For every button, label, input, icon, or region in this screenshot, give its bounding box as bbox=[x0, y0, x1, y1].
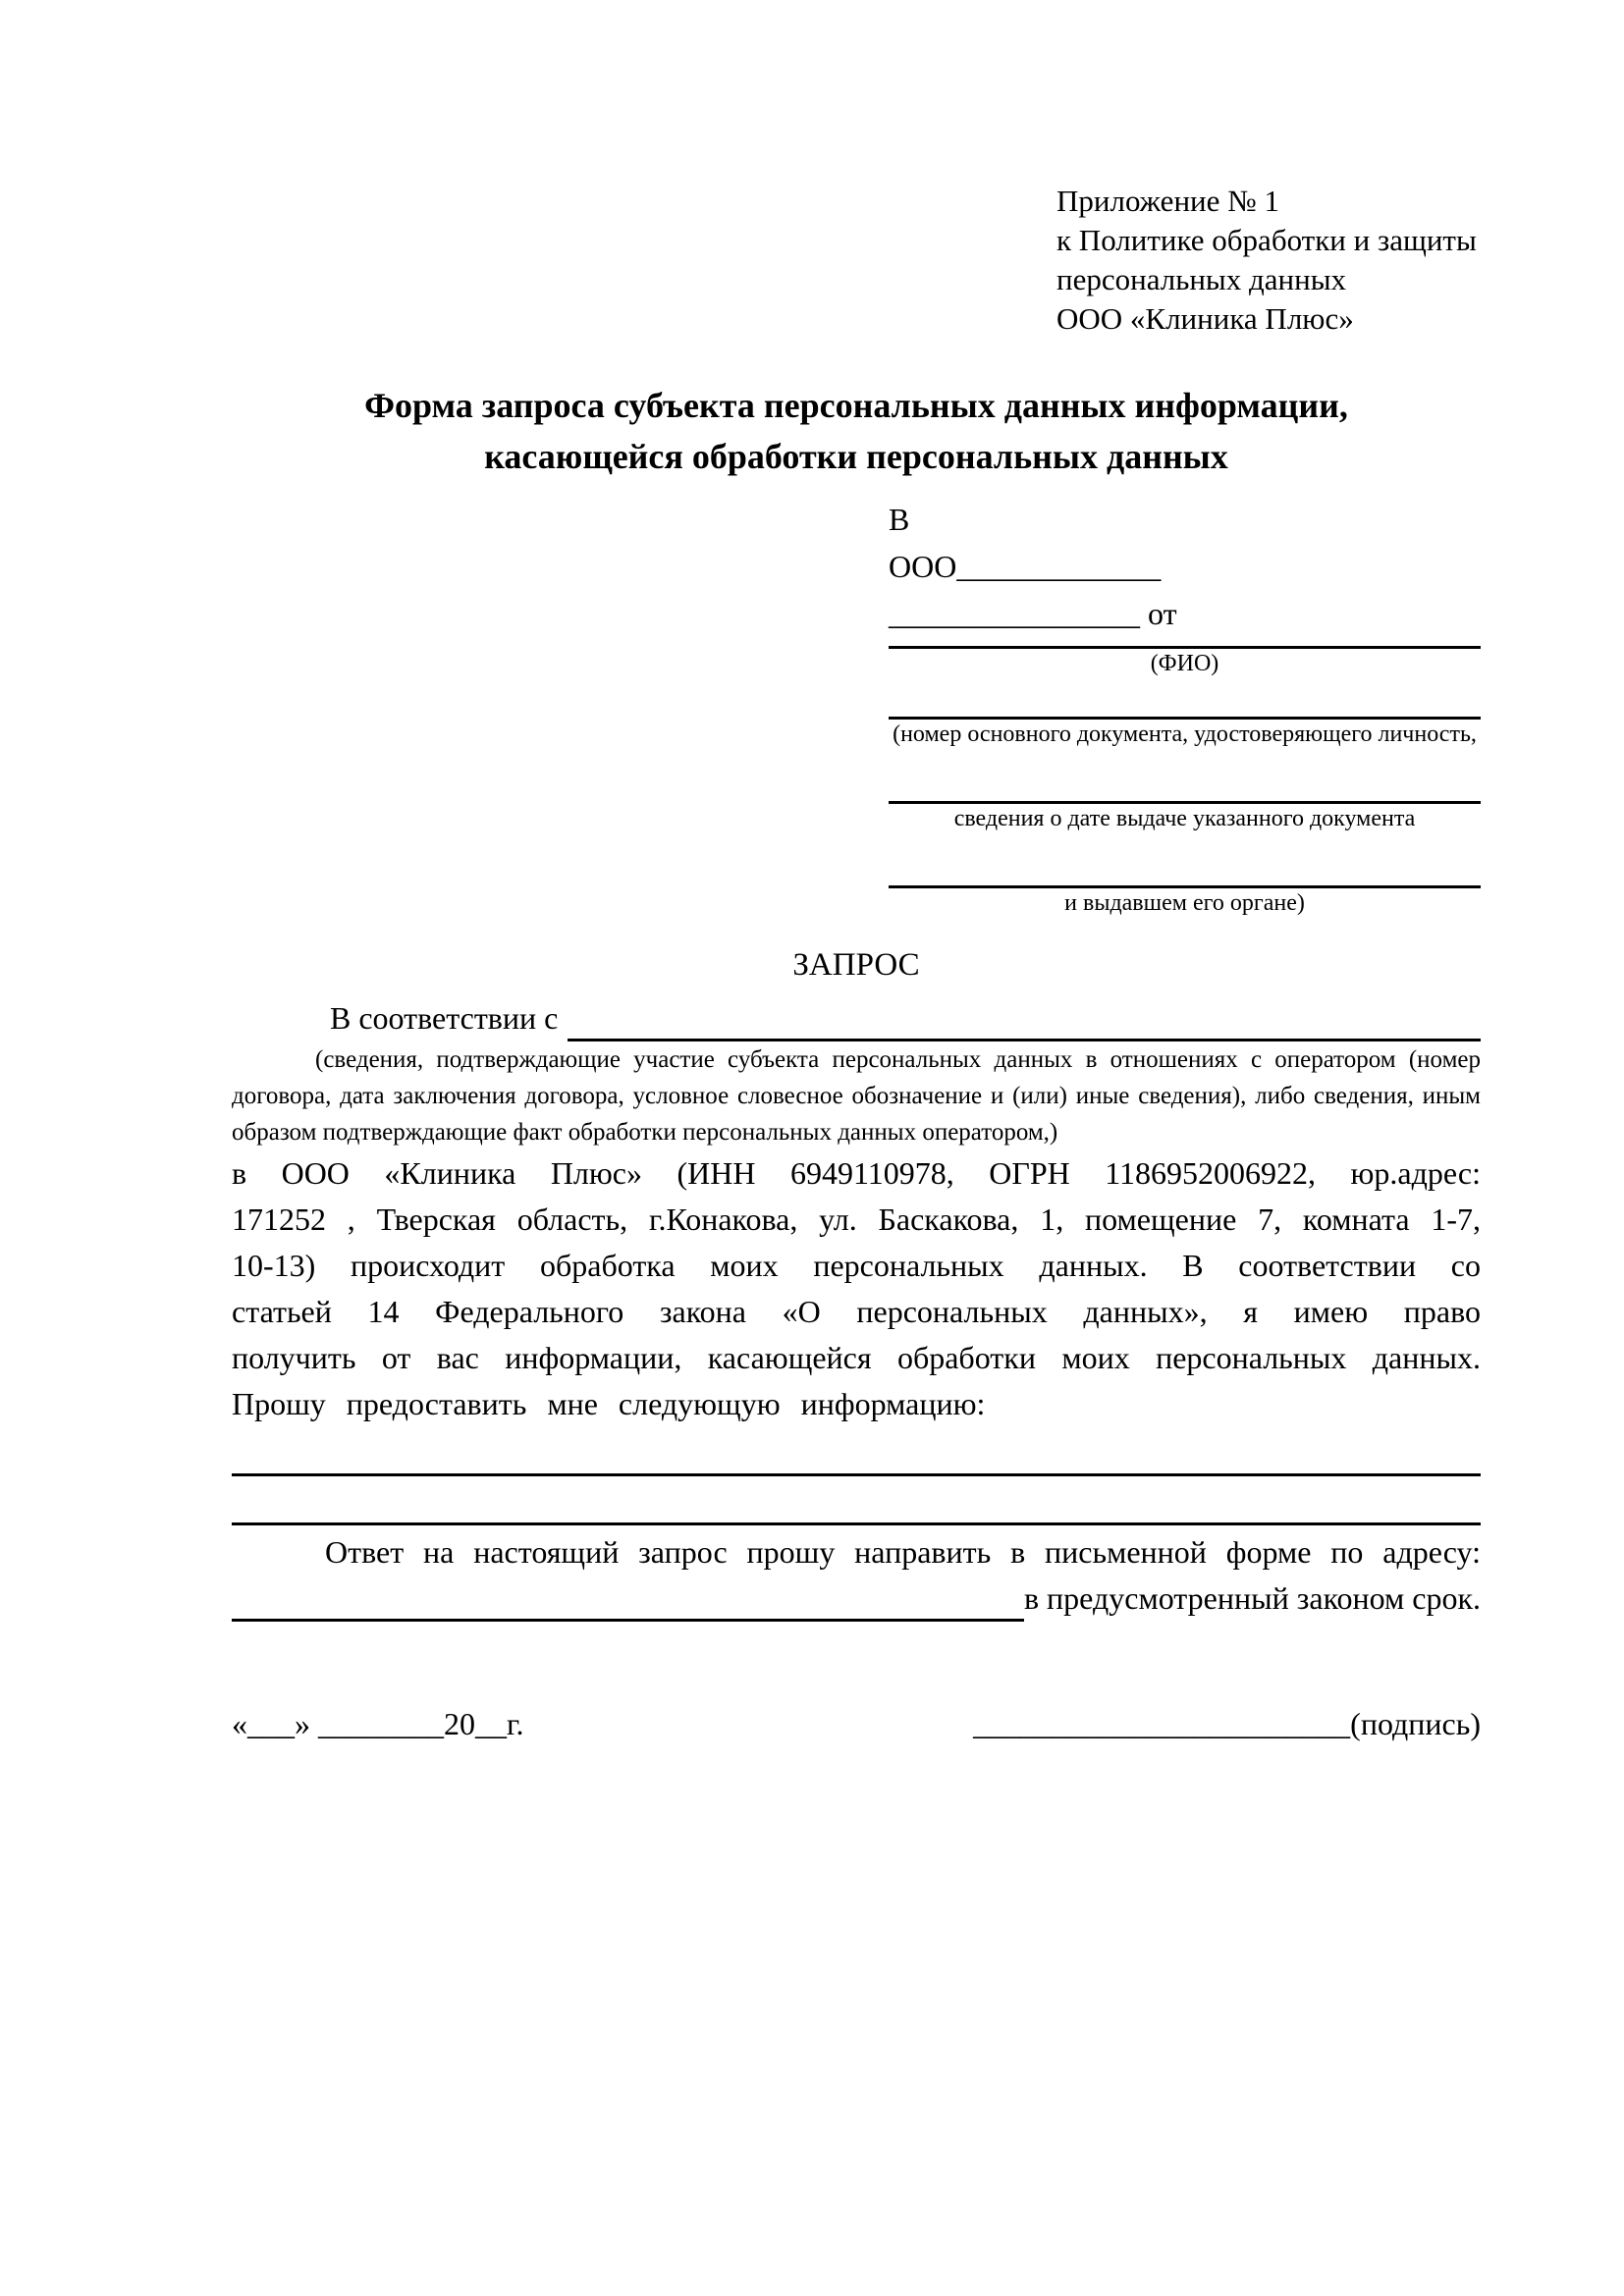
appendix-line: Приложение № 1 bbox=[1056, 184, 1279, 218]
reply-address-field-line bbox=[232, 1582, 1024, 1622]
addressee-to: В bbox=[889, 502, 910, 537]
appendix-line: к Политике обработки и защиты bbox=[1056, 223, 1477, 257]
request-heading: ЗАПРОС bbox=[792, 947, 920, 983]
blank-answer-line bbox=[232, 1476, 1481, 1525]
date-field: «___» ________20__г. bbox=[232, 1706, 524, 1741]
fio-caption: (ФИО) bbox=[1150, 651, 1219, 676]
issue-date-field-line bbox=[889, 792, 1481, 804]
blank-answer-line bbox=[232, 1427, 1481, 1476]
reply-address-row bbox=[232, 1575, 1481, 1622]
issuing-authority-caption: и выдавшем его органе) bbox=[1064, 890, 1305, 916]
reply-suffix: в предусмотренный законом срок. bbox=[1023, 1580, 1481, 1616]
addressee-from-line: ________________ от bbox=[889, 596, 1177, 631]
footer-row bbox=[232, 1700, 1481, 1747]
basis-field-line bbox=[568, 1002, 1481, 1041]
doc-number-field-line bbox=[889, 708, 1481, 720]
issue-date-caption: сведения о дате выдаче указанного документа bbox=[953, 806, 1416, 831]
small-print-note: (сведения, подтверждающие участие субъекта персональных данных в отношениях с оператором (номер договора, дата заключения договора, условное словесное обозначение и (или) иные сведения), либо сведения, иным образом подтверждающие факт обработки персональных данных оператором,) bbox=[232, 1046, 1481, 1146]
issuing-authority-field-line bbox=[889, 877, 1481, 888]
form-title-line: касающейся обработки персональных данных bbox=[484, 437, 1228, 476]
addressee-block bbox=[889, 496, 1481, 918]
addressee-ooo-line: ООО_____________ bbox=[889, 549, 1162, 584]
form-title-line: Форма запроса субъекта персональных данных информации, bbox=[364, 386, 1348, 425]
doc-number-caption: (номер основного документа, удостоверяющего личность, bbox=[893, 721, 1477, 747]
appendix-note bbox=[1056, 182, 1481, 339]
form-title bbox=[232, 380, 1481, 482]
reply-instruction: Ответ на настоящий запрос прошу направить в письменной форме по адресу: bbox=[325, 1534, 1481, 1570]
signature-field: ________________________(подпись) bbox=[973, 1706, 1481, 1741]
fio-field-line bbox=[889, 637, 1481, 649]
appendix-line: ООО «Клиника Плюс» bbox=[1056, 301, 1354, 336]
basis-prefix: В соответствии с bbox=[330, 1000, 559, 1036]
appendix-line: персональных данных bbox=[1056, 262, 1347, 296]
request-body-paragraph: в ООО «Клиника Плюс» (ИНН 6949110978, ОГРН 1186952006922, юр.адрес: 171252 , Тверская область, г.Конакова, ул. Баскакова, 1, помещение 7, комната 1-7, 10-13) происходит обработка моих персональных данных. В соответствии со статьей 14 Федерального закона «О персональных данных», я имею право получить от вас информации, касающейся обработки моих персональных данных. Прошу предоставить мне следующую информацию: bbox=[232, 1155, 1481, 1421]
basis-row bbox=[232, 994, 1481, 1041]
